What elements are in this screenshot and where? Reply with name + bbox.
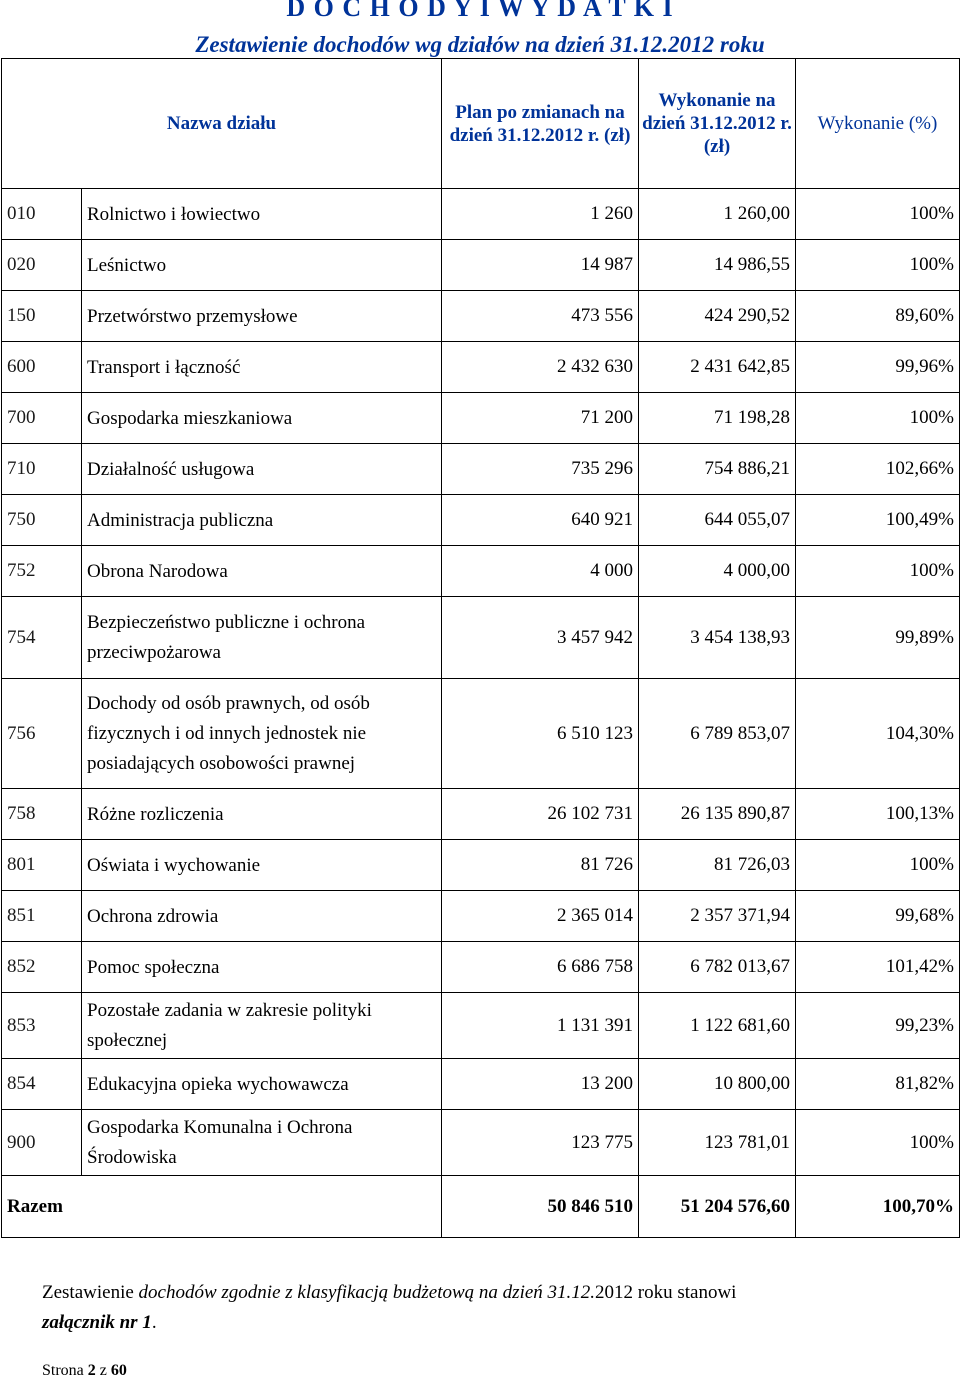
cell-plan: 3 457 942 (442, 597, 639, 679)
page-title: D O C H O D Y I W Y D A T K I (286, 0, 674, 22)
cell-name: Leśnictwo (82, 240, 442, 291)
cell-name: Transport i łączność (82, 342, 442, 393)
cell-pct: 104,30% (796, 679, 960, 789)
cell-name: Gospodarka Komunalna i Ochrona Środowiska (82, 1110, 442, 1176)
cell-pct: 99,89% (796, 597, 960, 679)
cell-exec: 2 431 642,85 (639, 342, 796, 393)
cell-exec: 81 726,03 (639, 840, 796, 891)
cell-name: Pozostałe zadania w zakresie polityki społecznej (82, 993, 442, 1059)
cell-name: Rolnictwo i łowiectwo (82, 189, 442, 240)
cell-exec: 1 122 681,60 (639, 993, 796, 1059)
table-row (2, 189, 960, 240)
table-row (2, 1059, 960, 1110)
cell-code: 700 (2, 393, 82, 444)
table-row (2, 495, 960, 546)
cell-pct: 89,60% (796, 291, 960, 342)
cell-exec: 71 198,28 (639, 393, 796, 444)
cell-code: 710 (2, 444, 82, 495)
cell-name: Pomoc społeczna (82, 942, 442, 993)
cell-exec: 14 986,55 (639, 240, 796, 291)
cell-plan: 2 365 014 (442, 891, 639, 942)
table-row (2, 993, 960, 1059)
cell-code: 852 (2, 942, 82, 993)
cell-exec: 6 782 013,67 (639, 942, 796, 993)
cell-plan: 71 200 (442, 393, 639, 444)
table-body (2, 189, 960, 1238)
table-row (2, 789, 960, 840)
table-row (2, 546, 960, 597)
cell-pct: 99,96% (796, 342, 960, 393)
cell-pct: 100% (796, 840, 960, 891)
cell-name: Oświata i wychowanie (82, 840, 442, 891)
header-pct: Wykonanie (%) (796, 59, 960, 189)
total-label: Razem (2, 1176, 442, 1238)
cell-code: 758 (2, 789, 82, 840)
cell-name: Przetwórstwo przemysłowe (82, 291, 442, 342)
page-footer: Strona 2 z 60 (42, 1362, 127, 1379)
cell-name: Ochrona zdrowia (82, 891, 442, 942)
cell-pct: 100,49% (796, 495, 960, 546)
table-row (2, 891, 960, 942)
cell-exec: 10 800,00 (639, 1059, 796, 1110)
cell-name: Bezpieczeństwo publiczne i ochrona przeciwpożarowa (82, 597, 442, 679)
cell-plan: 123 775 (442, 1110, 639, 1176)
cell-pct: 81,82% (796, 1059, 960, 1110)
cell-code: 756 (2, 679, 82, 789)
cell-exec: 3 454 138,93 (639, 597, 796, 679)
cell-pct: 100% (796, 189, 960, 240)
table-row (2, 240, 960, 291)
cell-plan: 26 102 731 (442, 789, 639, 840)
cell-name: Edukacyjna opieka wychowawcza (82, 1059, 442, 1110)
cell-pct: 101,42% (796, 942, 960, 993)
cell-name: Gospodarka mieszkaniowa (82, 393, 442, 444)
cell-pct: 99,68% (796, 891, 960, 942)
cell-exec: 4 000,00 (639, 546, 796, 597)
cell-exec: 2 357 371,94 (639, 891, 796, 942)
cell-plan: 1 260 (442, 189, 639, 240)
cell-code: 600 (2, 342, 82, 393)
table-row (2, 342, 960, 393)
cell-exec: 644 055,07 (639, 495, 796, 546)
table-row (2, 679, 960, 789)
header-exec: Wykonanie na dzień 31.12.2012 r.(zł) (639, 59, 796, 189)
page-subtitle: Zestawienie dochodów wg działów na dzień 31.12.2012 roku (195, 32, 765, 57)
table-row (2, 942, 960, 993)
table-row (2, 840, 960, 891)
total-plan: 50 846 510 (442, 1176, 639, 1238)
cell-plan: 735 296 (442, 444, 639, 495)
table-row (2, 291, 960, 342)
cell-code: 754 (2, 597, 82, 679)
cell-code: 750 (2, 495, 82, 546)
cell-plan: 1 131 391 (442, 993, 639, 1059)
table-row (2, 597, 960, 679)
cell-code: 854 (2, 1059, 82, 1110)
cell-plan: 6 510 123 (442, 679, 639, 789)
total-pct: 100,70% (796, 1176, 960, 1238)
cell-code: 752 (2, 546, 82, 597)
cell-code: 853 (2, 993, 82, 1059)
cell-pct: 100% (796, 240, 960, 291)
header-plan: Plan po zmianach na dzień 31.12.2012 r. (zł) (442, 59, 639, 189)
total-row (2, 1176, 960, 1238)
header-row (2, 59, 960, 189)
cell-plan: 473 556 (442, 291, 639, 342)
cell-code: 010 (2, 189, 82, 240)
cell-plan: 2 432 630 (442, 342, 639, 393)
cell-code: 900 (2, 1110, 82, 1176)
cell-plan: 6 686 758 (442, 942, 639, 993)
header-name: Nazwa działu (2, 59, 442, 189)
table-row (2, 1110, 960, 1176)
cell-pct: 100% (796, 393, 960, 444)
cell-code: 150 (2, 291, 82, 342)
cell-plan: 14 987 (442, 240, 639, 291)
cell-name: Obrona Narodowa (82, 546, 442, 597)
cell-name: Dochody od osób prawnych, od osób fizycznych i od innych jednostek nie posiadających osobowości prawnej (82, 679, 442, 789)
cell-exec: 26 135 890,87 (639, 789, 796, 840)
footnote: Zestawienie dochodów zgodnie z klasyfikacją budżetową na dzień 31.12.2012 roku stanowi załącznik nr 1. (42, 1282, 737, 1333)
cell-exec: 123 781,01 (639, 1110, 796, 1176)
cell-pct: 100% (796, 546, 960, 597)
cell-plan: 4 000 (442, 546, 639, 597)
cell-exec: 424 290,52 (639, 291, 796, 342)
cell-name: Działalność usługowa (82, 444, 442, 495)
table-row (2, 393, 960, 444)
cell-exec: 754 886,21 (639, 444, 796, 495)
cell-pct: 100,13% (796, 789, 960, 840)
cell-code: 851 (2, 891, 82, 942)
cell-code: 020 (2, 240, 82, 291)
cell-plan: 13 200 (442, 1059, 639, 1110)
cell-pct: 99,23% (796, 993, 960, 1059)
cell-name: Administracja publiczna (82, 495, 442, 546)
total-exec: 51 204 576,60 (639, 1176, 796, 1238)
cell-pct: 100% (796, 1110, 960, 1176)
income-table (1, 58, 960, 1238)
cell-name: Różne rozliczenia (82, 789, 442, 840)
cell-plan: 81 726 (442, 840, 639, 891)
cell-code: 801 (2, 840, 82, 891)
cell-pct: 102,66% (796, 444, 960, 495)
cell-exec: 6 789 853,07 (639, 679, 796, 789)
cell-plan: 640 921 (442, 495, 639, 546)
cell-exec: 1 260,00 (639, 189, 796, 240)
table-row (2, 444, 960, 495)
